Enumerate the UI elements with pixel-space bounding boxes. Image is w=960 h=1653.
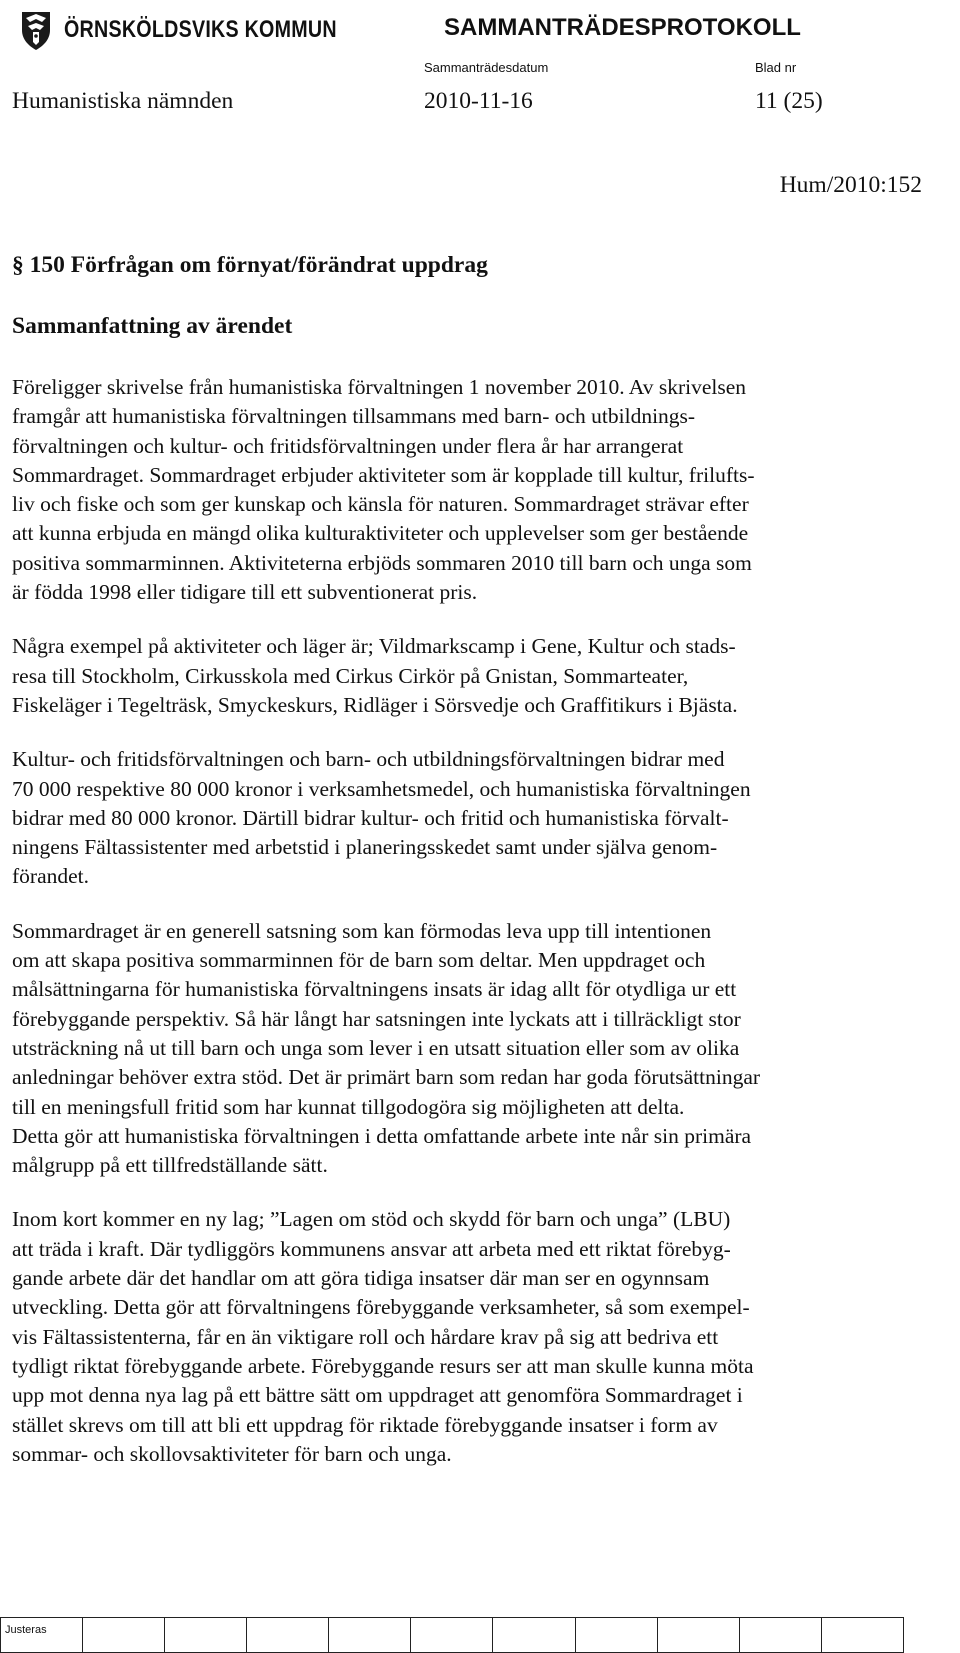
text-line: att träda i kraft. Där tydliggörs kommunens ansvar att arbeta med ett riktat förebyg- [12, 1236, 731, 1261]
signature-cell [575, 1618, 657, 1653]
text-line: stället skrevs om till att bli ett uppdrag för riktade förebyggande insatser i form av [12, 1412, 718, 1437]
page-number: 11 (25) [755, 88, 823, 114]
text-line: positiva sommarminnen. Aktiviteterna erbjöds sommaren 2010 till barn och unga som [12, 550, 752, 575]
justeras-label: Justeras [5, 1624, 47, 1636]
text-line: tydligt riktat förebyggande arbete. Förebyggande resurs ser att man skulle kunna möta [12, 1353, 754, 1378]
coat-of-arms-icon [14, 8, 58, 52]
text-line: Inom kort kommer en ny lag; ”Lagen om stöd och skydd för barn och unga” (LBU) [12, 1207, 731, 1232]
document-type: SAMMANTRÄDESPROTOKOLL [444, 14, 801, 41]
text-line: Sommardraget är en generell satsning som kan förmodas leva upp till intentionen [12, 918, 712, 943]
paragraph [12, 1205, 912, 1469]
text-line: Detta gör att humanistiska förvaltningen i detta omfattande arbete inte når sin primära [12, 1123, 752, 1148]
paragraph [12, 745, 912, 891]
signature-cell [411, 1618, 493, 1653]
paragraph [12, 917, 912, 1181]
text-line: bidrar med 80 000 kronor. Därtill bidrar kultur- och fritid och humanistiska förvalt- [12, 805, 729, 830]
text-line: upp mot denna nya lag på ett bättre sätt om uppdraget att genomföra Sommardraget i [12, 1383, 743, 1408]
text-line: utsträckning nå ut till barn och unga som lever i en utsatt situation eller som av olika [12, 1035, 740, 1060]
text-line: till en meningsfull fritid som har kunnat tillgodogöra sig möjligheten att delta. [12, 1094, 685, 1119]
signature-cell [83, 1618, 165, 1653]
date-label: Sammanträdesdatum [424, 60, 549, 75]
text-line: Kultur- och fritidsförvaltningen och barn- och utbildningsförvaltningen bidrar med [12, 747, 725, 772]
signature-cell [821, 1618, 903, 1653]
paragraph [12, 632, 912, 720]
text-line: anledningar behöver extra stöd. Det är primärt barn som redan har goda förutsättningar [12, 1065, 761, 1090]
signature-cell [329, 1618, 411, 1653]
text-line: resa till Stockholm, Cirkusskola med Cirkus Cirkör på Gnistan, Sommarteater, [12, 663, 689, 688]
text-line: gande arbete där det handlar om att göra tidiga insatser där man ser en ogynnsam [12, 1266, 710, 1291]
section-title: § 150 Förfrågan om förnyat/förändrat uppdrag [12, 252, 488, 278]
text-line: framgår att humanistiska förvaltningen tillsammans med barn- och utbildnings- [12, 404, 696, 429]
text-line: ningens Fältassistenter med arbetstid i planeringsskedet samt under själva genom- [12, 835, 718, 860]
text-line: Fiskeläger i Tegelträsk, Smyckeskurs, Ridläger i Sörsvedje och Graffitikurs i Bjästa. [12, 692, 738, 717]
signature-cell [493, 1618, 575, 1653]
signature-table [0, 1617, 904, 1653]
text-line: om att skapa positiva sommarminnen för de barn som deltar. Men uppdraget och [12, 948, 706, 973]
paragraph [12, 373, 912, 607]
text-line: målsättningarna för humanistiska förvaltningens insats är idag allt för otydliga ur ett [12, 977, 737, 1002]
summary-heading: Sammanfattning av ärendet [12, 313, 293, 339]
text-line: förandet. [12, 864, 90, 889]
municipality-logo [14, 8, 397, 52]
text-line: 70 000 respektive 80 000 kronor i verksamhetsmedel, och humanistiska förvaltningen [12, 776, 751, 801]
text-line: att kunna erbjuda en mängd olika kulturaktiviteter och upplevelser som ger bestående [12, 521, 749, 546]
text-line: är födda 1998 eller tidigare till ett subventionerat pris. [12, 580, 478, 605]
justeras-cell [1, 1618, 83, 1653]
text-line: utveckling. Detta gör att förvaltningens förebyggande verksamheter, så som exempel- [12, 1295, 750, 1320]
signature-cell [247, 1618, 329, 1653]
page-label: Blad nr [755, 60, 797, 75]
text-line: förebyggande perspektiv. Så här långt har satsningen inte lyckats att i tillräckligt stor [12, 1006, 741, 1031]
signature-cell [739, 1618, 821, 1653]
text-line: vis Fältassistenterna, får en än viktigare roll och hårdare krav på sig att bedriva ett [12, 1324, 719, 1349]
meeting-date: 2010-11-16 [424, 88, 533, 114]
text-line: sommar- och skollovsaktiviteter för barn och unga. [12, 1441, 452, 1466]
organization-name: ÖRNSKÖLDSVIKS KOMMUN [64, 16, 337, 43]
text-line: Sommardraget. Sommardraget erbjuder aktiviteter som är kopplade till kultur, frilufts- [12, 462, 755, 487]
signature-cell [657, 1618, 739, 1653]
text-line: liv och fiske och som ger kunskap och känsla för naturen. Sommardraget strävar efter [12, 492, 749, 517]
text-line: Några exempel på aktiviteter och läger är; Vildmarkscamp i Gene, Kultur och stads- [12, 634, 736, 659]
case-number: Hum/2010:152 [779, 172, 922, 198]
text-line: målgrupp på ett tillfredställande sätt. [12, 1153, 328, 1178]
committee-name: Humanistiska nämnden [12, 88, 234, 114]
body-text [12, 373, 912, 1494]
text-line: Föreligger skrivelse från humanistiska förvaltningen 1 november 2010. Av skrivelsen [12, 375, 747, 399]
signature-cell [165, 1618, 247, 1653]
text-line: förvaltningen och kultur- och fritidsförvaltningen under flera år har arrangerat [12, 433, 684, 458]
